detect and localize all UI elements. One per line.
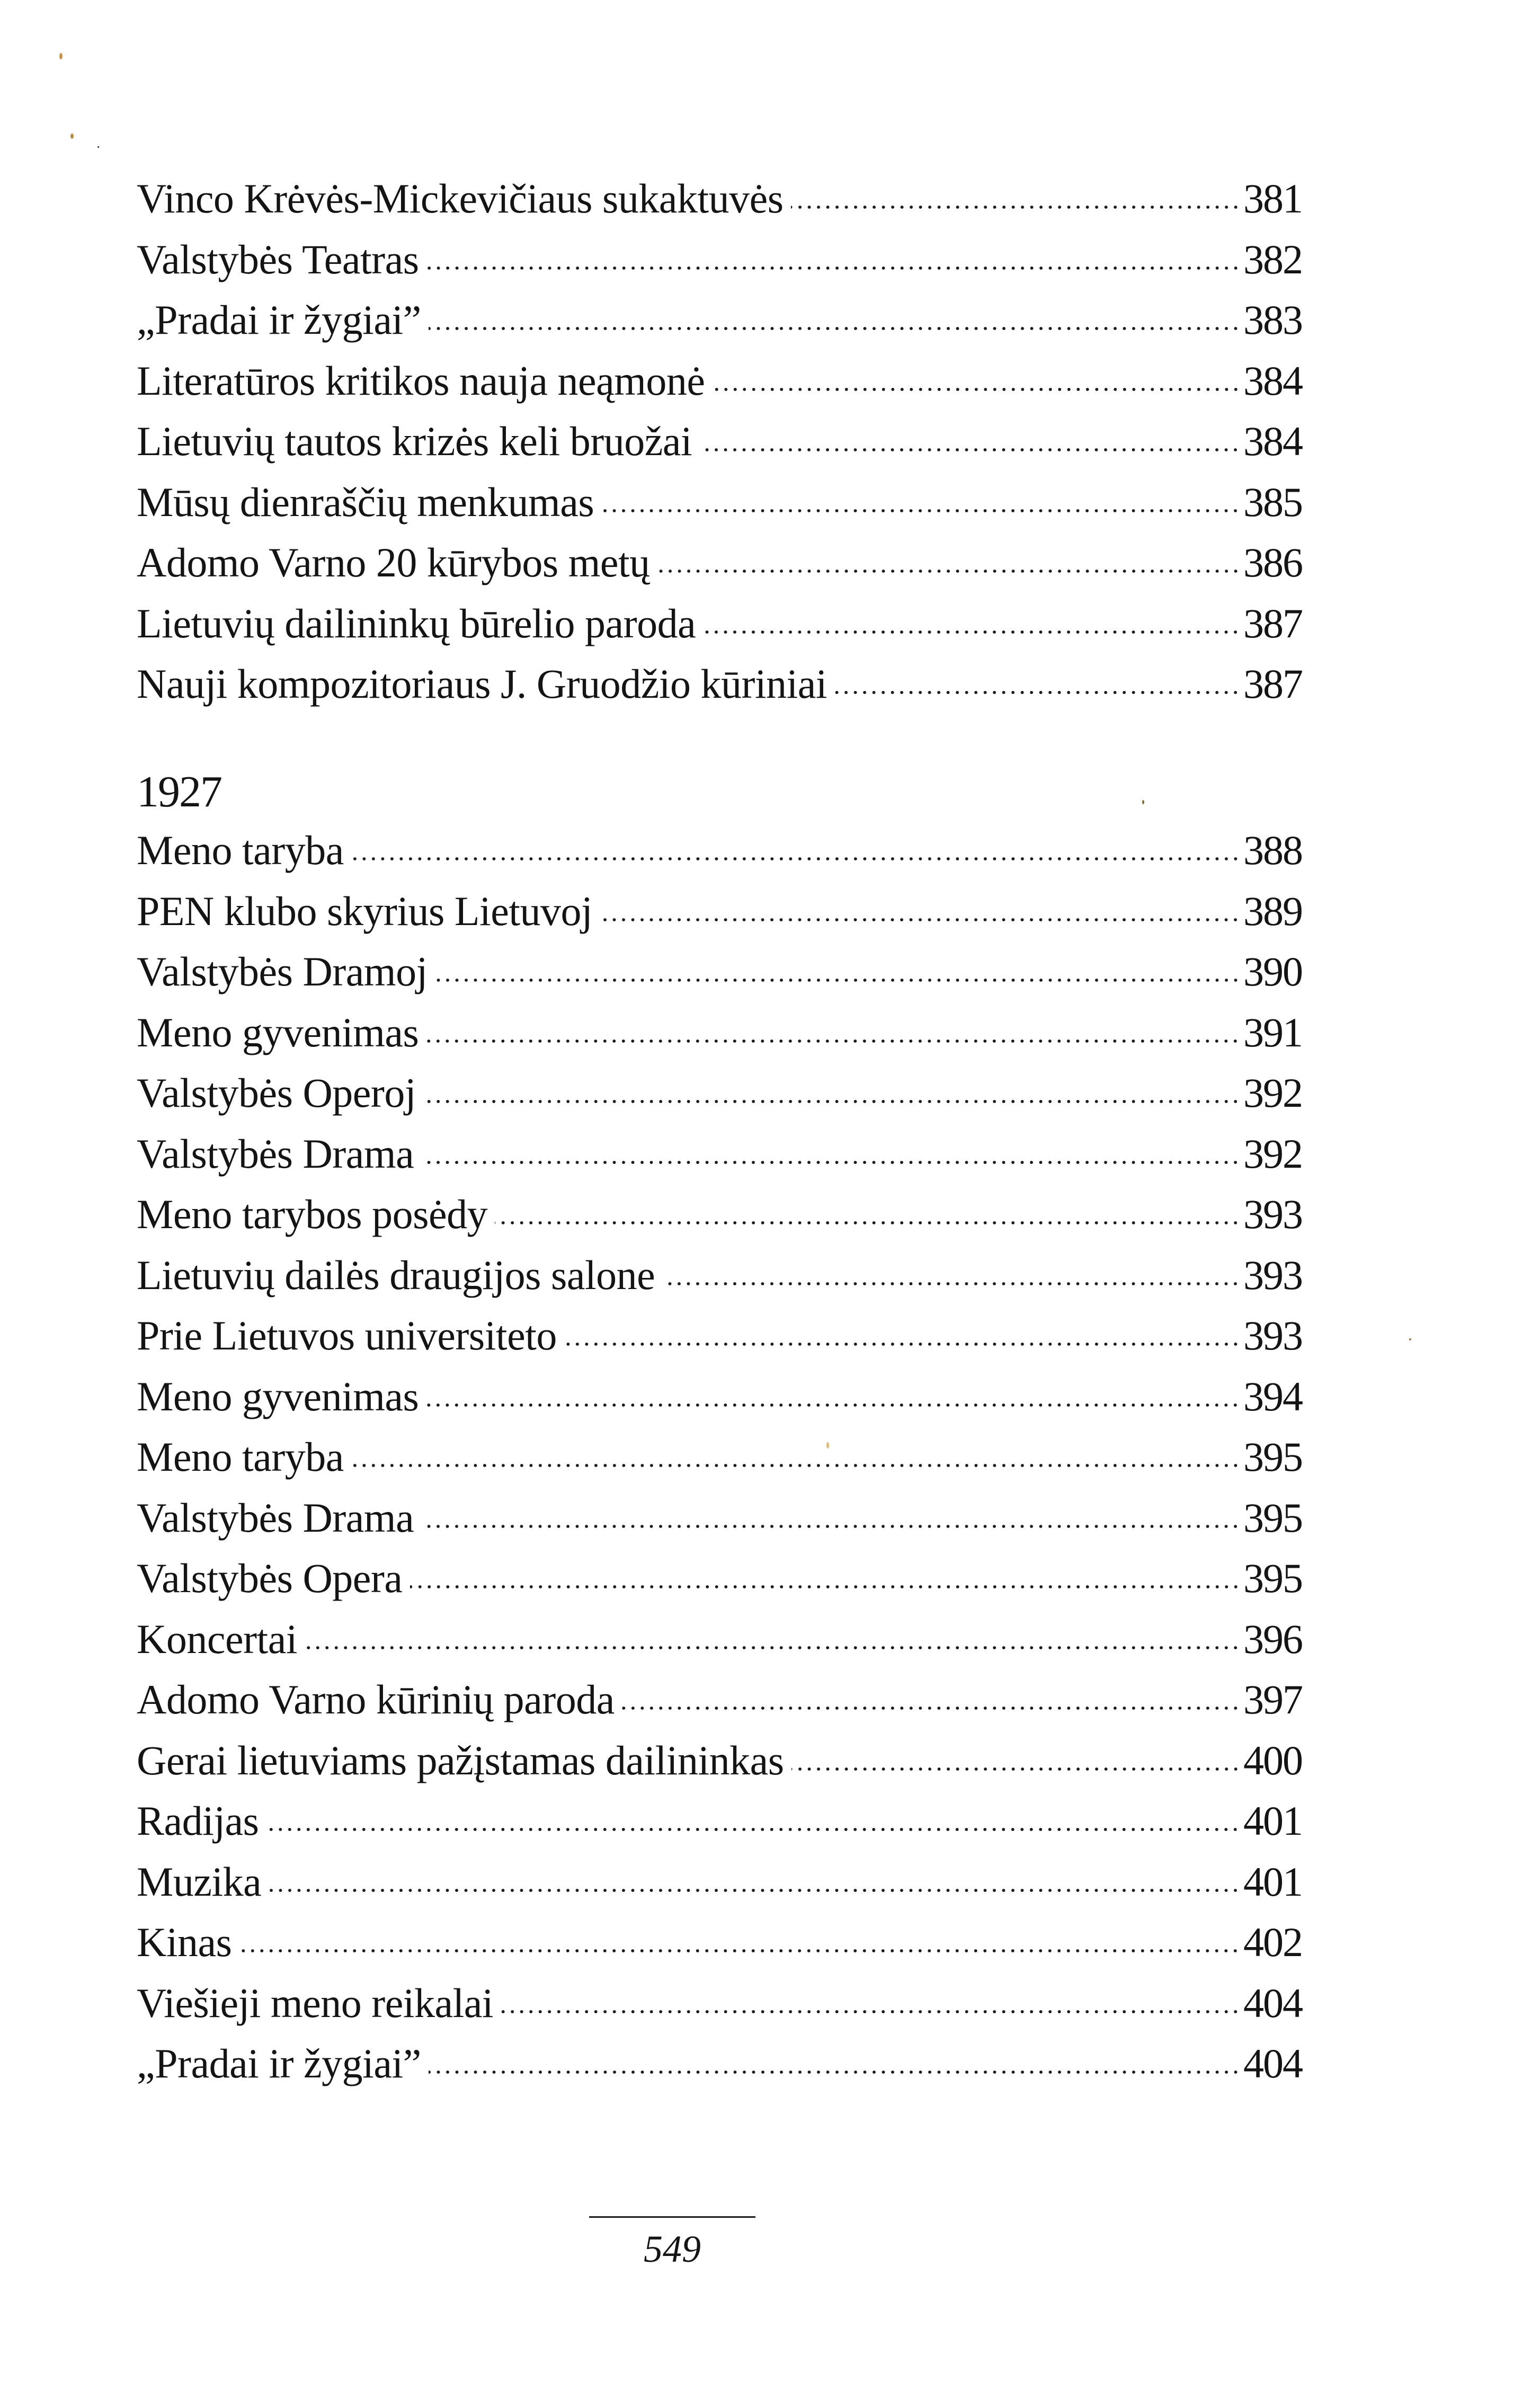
dot-leader bbox=[421, 1521, 1240, 1532]
toc-entry[interactable] bbox=[137, 1791, 1302, 1852]
toc-entry-page: 393 bbox=[1243, 1191, 1302, 1237]
toc-section-1927 bbox=[137, 820, 1302, 2094]
toc-entry-page: 393 bbox=[1243, 1251, 1302, 1298]
toc-entry-page: 395 bbox=[1243, 1434, 1302, 1480]
toc-entry[interactable] bbox=[137, 1366, 1302, 1427]
toc-entry[interactable] bbox=[137, 1852, 1302, 1913]
toc-entry[interactable] bbox=[137, 1669, 1302, 1730]
dot-leader bbox=[305, 1642, 1240, 1653]
toc-entry-title: Adomo Varno kūrinių paroda bbox=[137, 1676, 615, 1722]
toc-entry[interactable] bbox=[137, 1002, 1302, 1063]
paper-speck bbox=[97, 146, 99, 148]
toc-entry-title: Valstybės Dramoj bbox=[137, 948, 428, 994]
dot-leader bbox=[495, 1218, 1240, 1228]
toc-entry-title: Koncertai bbox=[137, 1615, 298, 1662]
paper-speck bbox=[1142, 800, 1144, 804]
toc-entry-title: Valstybės Drama bbox=[137, 1494, 414, 1541]
toc-entry[interactable] bbox=[137, 472, 1302, 533]
toc-entry-title: Meno gyvenimas bbox=[137, 1373, 419, 1419]
dot-leader bbox=[657, 566, 1240, 576]
toc-entry-page: 395 bbox=[1243, 1555, 1302, 1601]
toc-entry-page: 385 bbox=[1243, 478, 1302, 525]
toc-entry[interactable] bbox=[137, 1427, 1302, 1488]
toc-entry-title: Muzika bbox=[137, 1858, 262, 1905]
toc-entry[interactable] bbox=[137, 1184, 1302, 1245]
dot-leader bbox=[429, 323, 1240, 334]
toc-entry-title: Valstybės Opera bbox=[137, 1555, 403, 1601]
toc-entry[interactable] bbox=[137, 1305, 1302, 1366]
toc-entry-title: PEN klubo skyrius Lietuvoj bbox=[137, 887, 593, 934]
toc-entry-page: 400 bbox=[1243, 1737, 1302, 1783]
toc-entry-title: Radijas bbox=[137, 1798, 259, 1844]
toc-entry-title: Meno taryba bbox=[137, 827, 344, 873]
toc-entry[interactable] bbox=[137, 1063, 1302, 1124]
toc-entry-page: 396 bbox=[1243, 1615, 1302, 1662]
dot-leader bbox=[564, 1339, 1240, 1349]
dot-leader bbox=[351, 1460, 1240, 1471]
toc-entry-page: 404 bbox=[1243, 1979, 1302, 2026]
toc-entry[interactable] bbox=[137, 593, 1302, 654]
dot-leader bbox=[426, 1036, 1240, 1046]
toc-entry-page: 384 bbox=[1243, 357, 1302, 404]
toc-entry[interactable] bbox=[137, 1124, 1302, 1185]
toc-entry-page: 381 bbox=[1243, 175, 1302, 221]
toc-entry-title: Literatūros kritikos nauja neąmonė bbox=[137, 357, 705, 404]
dot-leader bbox=[501, 2006, 1240, 2017]
dot-leader bbox=[426, 263, 1240, 273]
paper-speck bbox=[70, 134, 74, 139]
toc-entry-title: Valstybės Operoj bbox=[137, 1070, 416, 1116]
toc-entry-title: „Pradai ir žygiai” bbox=[137, 297, 421, 343]
toc-entry-page: 394 bbox=[1243, 1373, 1302, 1419]
toc-entry[interactable] bbox=[137, 532, 1302, 593]
toc-entry-title: Gerai lietuviams pažįstamas dailininkas bbox=[137, 1737, 784, 1783]
toc-entry-title: Viešieji meno reikalai bbox=[137, 1979, 494, 2026]
toc-entry-title: Mūsų dienraščių menkumas bbox=[137, 478, 594, 525]
dot-leader bbox=[426, 1400, 1240, 1410]
paper-speck bbox=[59, 53, 63, 59]
toc-entry-title: Meno gyvenimas bbox=[137, 1009, 419, 1055]
toc-entry-page: 386 bbox=[1243, 539, 1302, 585]
dot-leader bbox=[266, 1824, 1240, 1835]
toc-entry-title: Lietuvių dailės draugijos salone bbox=[137, 1251, 655, 1298]
toc-entry[interactable] bbox=[137, 2033, 1302, 2094]
page-number: 549 bbox=[644, 2228, 701, 2270]
toc-entry-page: 397 bbox=[1243, 1676, 1302, 1722]
year-heading: 1927 bbox=[137, 767, 221, 816]
toc-entry-page: 392 bbox=[1243, 1130, 1302, 1177]
toc-entry-page: 384 bbox=[1243, 418, 1302, 464]
toc-entry-page: 404 bbox=[1243, 2040, 1302, 2086]
toc-entry-title: Valstybės Drama bbox=[137, 1130, 414, 1177]
dot-leader bbox=[662, 1278, 1240, 1289]
toc-entry-page: 395 bbox=[1243, 1494, 1302, 1541]
dot-leader bbox=[600, 914, 1240, 925]
toc-entry-title: Meno tarybos posėdy bbox=[137, 1191, 488, 1237]
toc-entry[interactable] bbox=[137, 290, 1302, 351]
toc-entry-page: 402 bbox=[1243, 1919, 1302, 1965]
dot-leader bbox=[423, 1096, 1240, 1107]
toc-entry[interactable] bbox=[137, 168, 1302, 229]
toc-entry[interactable] bbox=[137, 820, 1302, 881]
toc-entry[interactable] bbox=[137, 1245, 1302, 1306]
toc-entry-page: 382 bbox=[1243, 236, 1302, 282]
dot-leader bbox=[435, 975, 1240, 985]
toc-entry[interactable] bbox=[137, 1912, 1302, 1973]
toc-entry[interactable] bbox=[137, 229, 1302, 290]
toc-entry[interactable] bbox=[137, 1548, 1302, 1609]
toc-entry[interactable] bbox=[137, 351, 1302, 412]
toc-entry-page: 401 bbox=[1243, 1858, 1302, 1905]
toc-entry-title: Nauji kompozitoriaus J. Gruodžio kūriniai bbox=[137, 661, 827, 707]
dot-leader bbox=[239, 1945, 1240, 1956]
dot-leader bbox=[622, 1703, 1240, 1713]
toc-entry-title: Lietuvių dailininkų būrelio paroda bbox=[137, 600, 696, 646]
toc-entry[interactable] bbox=[137, 1730, 1302, 1791]
toc-entry-title: „Pradai ir žygiai” bbox=[137, 2040, 421, 2086]
dot-leader bbox=[791, 202, 1240, 212]
toc-entry-page: 388 bbox=[1243, 827, 1302, 873]
toc-entry[interactable] bbox=[137, 1973, 1302, 2034]
toc-entry-title: Prie Lietuvos universiteto bbox=[137, 1312, 557, 1358]
dot-leader bbox=[713, 384, 1241, 395]
toc-entry-page: 391 bbox=[1243, 1009, 1302, 1055]
dot-leader bbox=[351, 854, 1240, 864]
toc-entry[interactable] bbox=[137, 1609, 1302, 1670]
toc-entry-page: 387 bbox=[1243, 661, 1302, 707]
dot-leader bbox=[834, 687, 1240, 698]
paper-speck bbox=[1409, 1338, 1411, 1340]
toc-entry-page: 389 bbox=[1243, 887, 1302, 934]
toc-entry[interactable] bbox=[137, 941, 1302, 1002]
toc-entry-page: 387 bbox=[1243, 600, 1302, 646]
toc-entry-title: Meno taryba bbox=[137, 1434, 344, 1480]
toc-section-continued bbox=[137, 168, 1302, 715]
toc-entry-page: 393 bbox=[1243, 1312, 1302, 1358]
dot-leader bbox=[269, 1885, 1240, 1896]
dot-leader bbox=[791, 1764, 1240, 1774]
toc-entry-page: 392 bbox=[1243, 1070, 1302, 1116]
dot-leader bbox=[601, 505, 1240, 516]
toc-entry-title: Valstybės Teatras bbox=[137, 236, 419, 282]
toc-entry[interactable] bbox=[137, 411, 1302, 472]
toc-entry-page: 383 bbox=[1243, 297, 1302, 343]
dot-leader bbox=[421, 1157, 1240, 1168]
dot-leader bbox=[699, 445, 1240, 455]
toc-entry[interactable] bbox=[137, 654, 1302, 715]
dot-leader bbox=[703, 627, 1240, 637]
toc-entry-page: 390 bbox=[1243, 948, 1302, 994]
toc-entry[interactable] bbox=[137, 1488, 1302, 1549]
toc-entry-title: Kinas bbox=[137, 1919, 232, 1965]
toc-entry-title: Adomo Varno 20 kūrybos metų bbox=[137, 539, 650, 585]
toc-entry-title: Lietuvių tautos krizės keli bruožai bbox=[137, 418, 692, 464]
toc-entry-title: Vinco Krėvės-Mickevičiaus sukaktuvės bbox=[137, 175, 784, 221]
toc-entry-page: 401 bbox=[1243, 1798, 1302, 1844]
toc-entry[interactable] bbox=[137, 881, 1302, 942]
dot-leader bbox=[429, 2067, 1240, 2077]
dot-leader bbox=[410, 1582, 1240, 1592]
footer-rule bbox=[589, 2216, 755, 2218]
